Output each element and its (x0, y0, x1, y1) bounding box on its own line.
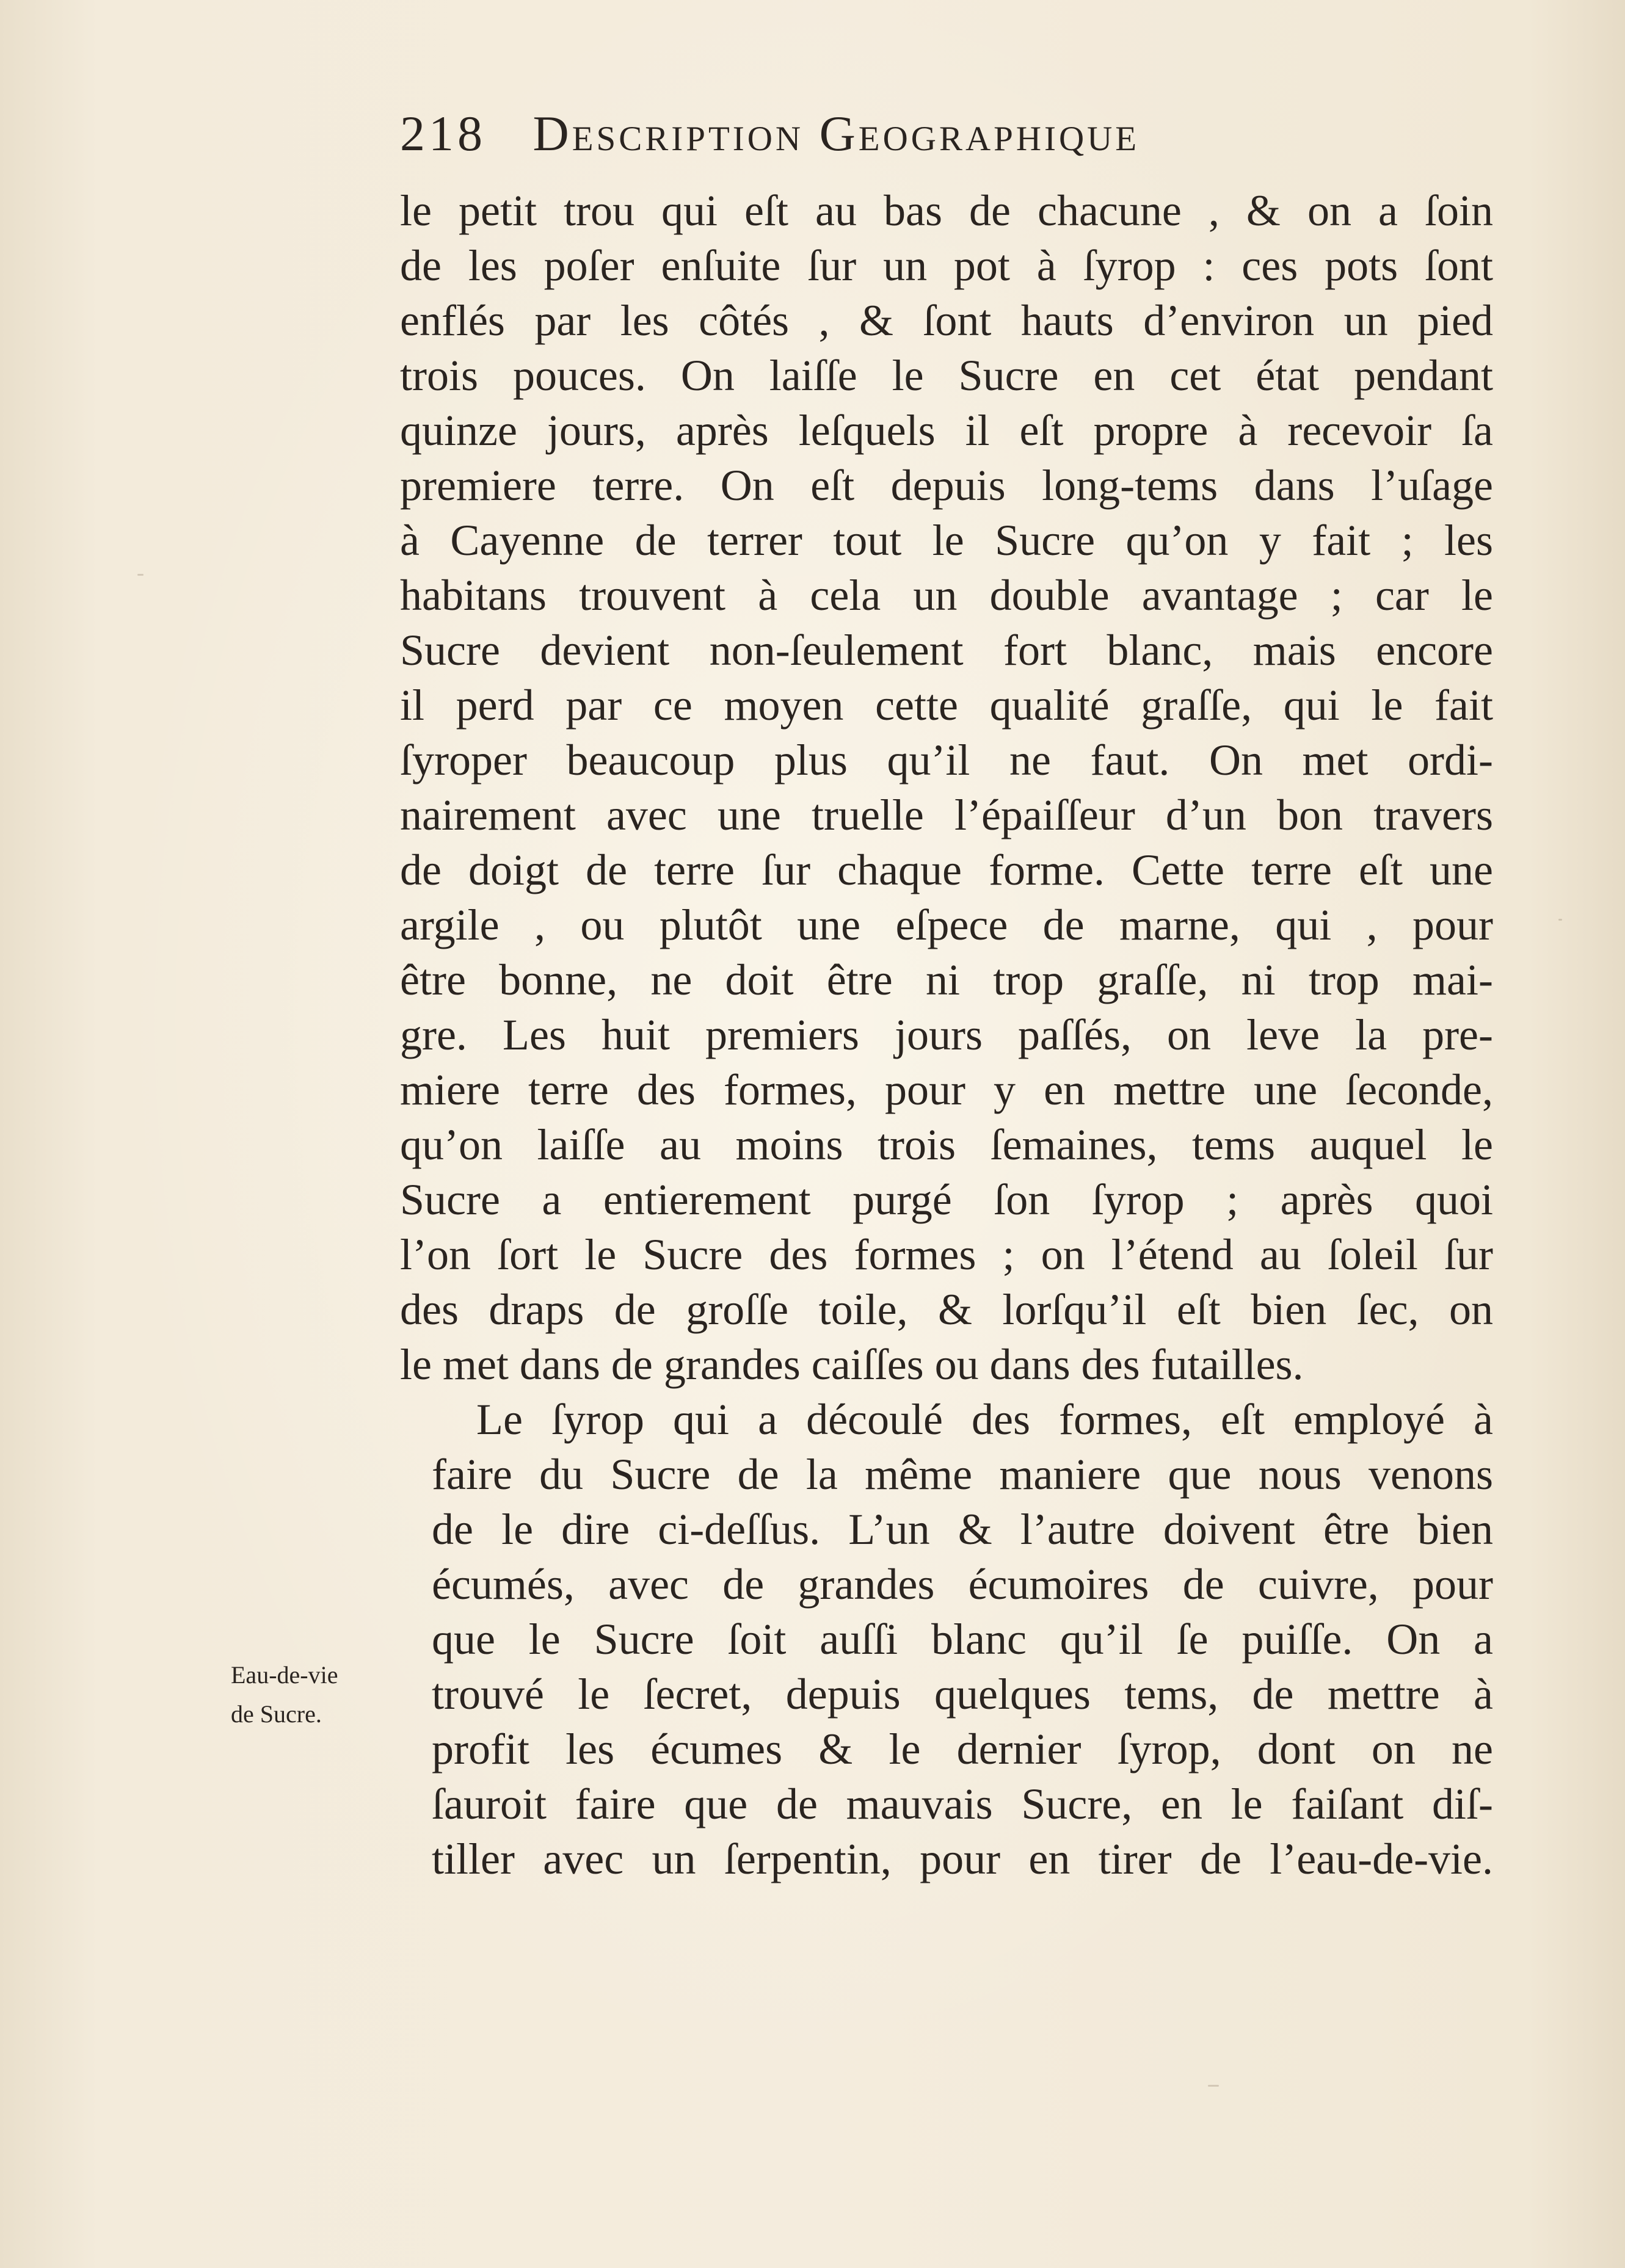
text-line: tiller avec un ſerpentin, pour en tirer de l’eau-de-vie. (432, 1835, 1493, 1883)
text-line: il perd par ce moyen cette qualité graſſe, qui le fait (400, 681, 1493, 730)
text-line: que le Sucre ſoit auſſi blanc qu’il ſe puiſſe. On a (432, 1615, 1493, 1664)
text-line: quinze jours, après leſquels il eſt propre à recevoir ſa (400, 406, 1493, 455)
text-line: être bonne, ne doit être ni trop graſſe, ni trop mai- (400, 955, 1493, 1004)
marginal-note-line: Eau-de-vie (231, 1661, 338, 1689)
text-line: nairement avec une truelle l’épaiſſeur d’un bon travers (400, 791, 1493, 839)
body-text (400, 183, 1493, 1886)
text-line: le met dans de grandes caiſſes ou dans des futailles. (400, 1340, 1304, 1389)
text-line: de le dire ci-deſſus. L’un & l’autre doivent être bien (432, 1505, 1493, 1554)
text-line: Sucre a entierement purgé ſon ſyrop ; après quoi (400, 1175, 1493, 1224)
paper-speck (1558, 919, 1562, 921)
text-line: écumés, avec de grandes écumoires de cuivre, pour (432, 1560, 1493, 1609)
paragraph-first-line: Le ſyrop qui a découlé des formes, eſt employé à (476, 1395, 1493, 1444)
text-line: ſyroper beaucoup plus qu’il ne faut. On met ordi- (400, 736, 1493, 784)
text-line: de doigt de terre ſur chaque forme. Cette terre eſt une (400, 846, 1493, 894)
paper-speck (137, 574, 144, 576)
paper-speck (1208, 2085, 1219, 2087)
text-line: trois pouces. On laiſſe le Sucre en cet état pendant (400, 351, 1493, 400)
text-line: trouvé le ſecret, depuis quelques tems, de mettre à (432, 1670, 1493, 1719)
text-line: des draps de groſſe toile, & lorſqu’il eſt bien ſec, on (400, 1285, 1493, 1334)
text-line: Sucre devient non-ſeulement fort blanc, mais encore (400, 626, 1493, 675)
text-line: gre. Les huit premiers jours paſſés, on leve la pre- (400, 1010, 1493, 1059)
page-number: 218 (400, 106, 486, 161)
marginal-note (231, 1656, 402, 1734)
text-line: profit les écumes & le dernier ſyrop, dont on ne (432, 1725, 1493, 1773)
text-line: miere terre des formes, pour y en mettre une ſeconde, (400, 1065, 1493, 1114)
text-line: habitans trouvent à cela un double avantage ; car le (400, 571, 1493, 620)
text-line: à Cayenne de terrer tout le Sucre qu’on y fait ; les (400, 516, 1493, 565)
text-line: argile , ou plutôt une eſpece de marne, qui , pour (400, 900, 1493, 949)
marginal-note-line: de Sucre. (231, 1700, 322, 1728)
text-line: premiere terre. On eſt depuis long-tems dans l’uſage (400, 461, 1493, 510)
text-line: le petit trou qui eſt au bas de chacune , & on a ſoin (400, 186, 1493, 235)
text-line: de les poſer enſuite ſur un pot à ſyrop : ces pots ſont (400, 241, 1493, 290)
text-line: ſauroit faire que de mauvais Sucre, en le faiſant diſ- (432, 1780, 1493, 1828)
text-line: faire du Sucre de la même maniere que nous venons (432, 1450, 1493, 1499)
text-line: l’on ſort le Sucre des formes ; on l’étend au ſoleil ſur (400, 1230, 1493, 1279)
text-line: enflés par les côtés , & ſont hauts d’environ un pied (400, 296, 1493, 345)
page-header (400, 105, 1353, 172)
text-line: qu’on laiſſe au moins trois ſemaines, tems auquel le (400, 1120, 1493, 1169)
running-title: Description Geographique (533, 106, 1140, 161)
